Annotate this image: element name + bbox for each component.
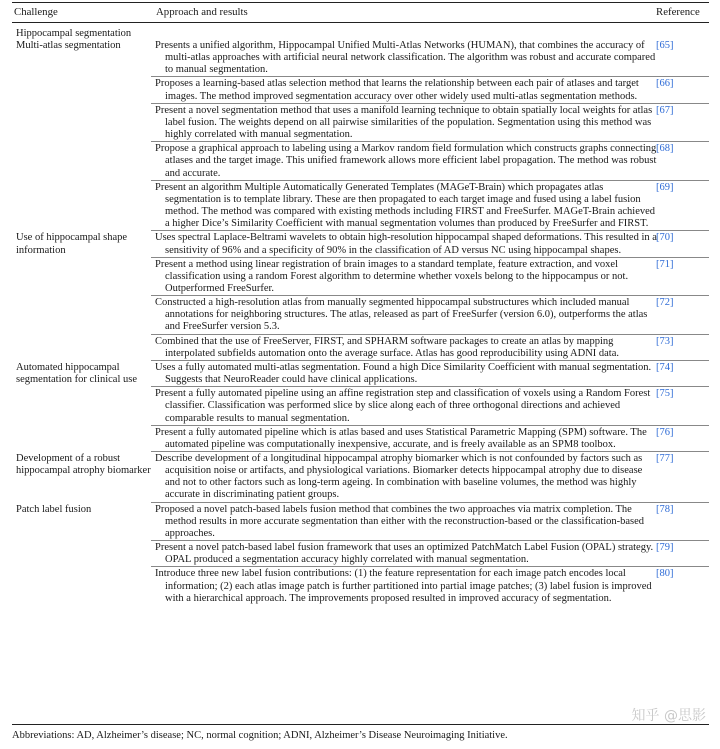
bottom-rule bbox=[12, 724, 709, 725]
table-row bbox=[12, 297, 709, 334]
row-divider bbox=[151, 295, 709, 296]
row-approach-text: Uses spectral Laplace-Beltrami wavelets to obtain high-resolution hippocampal shaped deformations. This resulted in a sensitivity of 96% and a specificity of 90% in the classification of AD versus NC using hippocampal shapes. bbox=[155, 232, 657, 256]
row-approach-text: Constructed a high-resolution atlas from manually segmented hippocampal substructures which included manual annotations for neighboring structures. The atlas, released as part of FreeSurfer (version 6.0), outperforms the atlas and FreeSurfer version 5.3. bbox=[155, 297, 648, 333]
row-approach-text: Present a fully automated pipeline which is atlas based and uses Statistical Parametric Mapping (SPM) software. The automated pipeline was computationally inexpensive, accurate, and is freely available as an SPM8 toolbox. bbox=[155, 426, 647, 450]
table-row bbox=[12, 362, 709, 387]
reference-link[interactable]: [78] bbox=[656, 503, 674, 515]
table-row bbox=[12, 259, 709, 296]
table-row bbox=[12, 105, 709, 142]
row-approach-text: Combined that the use of FreeServer, FIRST, and SPHARM software packages to create an atlas by mapping interpolated subfields automation onto the average surface. Atlas has good reproducibility using ADNI data. bbox=[155, 335, 620, 359]
row-approach-text: Introduce three new label fusion contributions: (1) the feature representation for each image patch encodes local information; (2) each atlas image patch is further partitioned into partial image patches; (3) label fusion is improved with a hierarchical approach. The improvements proposed resulted in improved accuracy of segmentation. bbox=[155, 568, 652, 604]
reference-link[interactable]: [70] bbox=[656, 232, 674, 244]
reference-link[interactable]: [67] bbox=[656, 104, 674, 116]
table-row bbox=[12, 40, 709, 77]
table-row bbox=[12, 542, 709, 567]
row-divider bbox=[151, 566, 709, 567]
row-challenge: Patch label fusion bbox=[16, 503, 92, 515]
row-divider bbox=[151, 180, 709, 181]
watermark: 知乎 @思影 bbox=[631, 708, 706, 724]
table-row bbox=[12, 336, 709, 361]
row-approach-text: Present an algorithm Multiple Automatically Generated Templates (MAGeT-Brain) which propagates atlas segmentation is to template library. These are then propagated to each target image and fused using a label fusion method. The method was compared with existing methods including FIRST and FreeSurfer. MAGeT-Brain achieved a higher Dice’s Similarity Coefficient with manual segmentation volumes than produced by FreeSurfer and FIRST. bbox=[155, 181, 656, 230]
row-challenge: Automated hippocampal segmentation for clinical use bbox=[16, 361, 138, 386]
header-rule bbox=[12, 22, 709, 23]
table-row bbox=[12, 504, 709, 541]
row-divider bbox=[151, 76, 709, 77]
row-divider bbox=[151, 502, 709, 503]
table-row bbox=[12, 453, 709, 503]
row-divider bbox=[151, 425, 709, 426]
header-approach: Approach and results bbox=[156, 6, 248, 18]
header-challenge: Challenge bbox=[14, 6, 58, 18]
table-row bbox=[12, 388, 709, 425]
reference-link[interactable]: [69] bbox=[656, 181, 674, 193]
row-approach-text: Uses a fully automated multi-atlas segmentation. Found a high Dice Similarity Coefficient with manual segmentation. Suggests that NeuroReader could have clinical applications. bbox=[155, 361, 652, 386]
row-challenge: Multi-atlas segmentation bbox=[16, 40, 121, 51]
section-title: Hippocampal segmentation bbox=[16, 28, 132, 39]
row-divider bbox=[151, 141, 709, 142]
table-row bbox=[12, 568, 709, 605]
reference-link[interactable]: [73] bbox=[656, 335, 674, 347]
row-challenge: Development of a robust hippocampal atrophy biomarker bbox=[16, 453, 151, 477]
table-body bbox=[12, 27, 709, 607]
row-divider bbox=[151, 360, 709, 361]
top-rule bbox=[12, 2, 709, 3]
reference-link[interactable]: [77] bbox=[656, 453, 674, 464]
reference-link[interactable]: [72] bbox=[656, 297, 674, 309]
reference-link[interactable]: [80] bbox=[656, 568, 674, 580]
reference-link[interactable]: [66] bbox=[656, 78, 674, 90]
table-row bbox=[12, 78, 709, 103]
row-challenge: Use of hippocampal shape information bbox=[16, 232, 128, 256]
row-divider bbox=[151, 540, 709, 541]
reference-link[interactable]: [71] bbox=[656, 258, 674, 270]
reference-link[interactable]: [68] bbox=[656, 143, 674, 155]
row-divider bbox=[151, 230, 709, 231]
footnote: Abbreviations: AD, Alzheimer’s disease; NC, normal cognition; ADNI, Alzheimer’s Disease Neuroimaging Initiative. bbox=[12, 730, 508, 741]
row-list bbox=[12, 40, 709, 606]
reference-link[interactable]: [76] bbox=[656, 426, 674, 438]
table-row bbox=[12, 143, 709, 180]
row-approach-text: Present a novel patch-based label fusion framework that uses an optimized PatchMatch Label Fusion (OPAL) strategy. OPAL produced a segmentation accuracy highly correlated with manual segmentation. bbox=[155, 542, 654, 566]
row-approach-text: Proposes a learning-based atlas selection method that learns the relationship between each pair of atlases and target images. The method improved segmentation accuracy over other widely used multi-atlas segmentation methods. bbox=[155, 78, 639, 102]
table-row bbox=[12, 427, 709, 452]
row-approach-text: Present a novel segmentation method that uses a manifold learning technique to obtain spatially local weights for atlas label fusion. The weights depend on all pairwise similarities of the population. Segmentation using this method was highly correlated with manual segmentation. bbox=[155, 104, 653, 141]
table-row bbox=[12, 232, 709, 257]
row-divider bbox=[151, 257, 709, 258]
row-divider bbox=[151, 103, 709, 104]
row-approach-text: Present a method using linear registration of brain images to a standard template, feature extraction, and voxel classification using a random Forest algorithm to determine whether voxels belong to the hippocampus or not. Outperformed FreeSurfer. bbox=[155, 258, 629, 294]
row-divider bbox=[151, 451, 709, 452]
row-divider bbox=[151, 334, 709, 335]
row-approach-text: Present a fully automated pipeline using an affine registration step and classification of voxels using a Random Forest classifier. Classification was performed slice by slice along each of three orthogonal directions and achieved comparable results to manual segmentation. bbox=[155, 388, 651, 424]
reference-link[interactable]: [79] bbox=[656, 542, 674, 554]
reference-link[interactable]: [74] bbox=[656, 361, 674, 373]
row-approach-text: Propose a graphical approach to labeling using a Markov random field formulation which constructs graphs connecting atlases and the target image. This unified framework allows more efficient label propagation. The method was robust and accurate. bbox=[155, 143, 657, 179]
reference-link[interactable]: [65] bbox=[656, 40, 674, 51]
row-divider bbox=[151, 386, 709, 387]
table-row bbox=[12, 182, 709, 232]
row-approach-text: Proposed a novel patch-based labels fusion method that combines the two approaches via matrix completion. The method results in more accurate segmentation than either with the reconstruction-based or the classification-based approaches. bbox=[155, 503, 645, 539]
row-approach-text: Presents a unified algorithm, Hippocampal Unified Multi-Atlas Networks (HUMAN), that combines the accuracy of multi-atlas approaches with artificial neural network classification. The algorithm was robust and accurate compared to manual segmentation. bbox=[155, 40, 656, 76]
header-reference: Reference bbox=[656, 6, 700, 18]
row-approach-text: Describe development of a longitudinal hippocampal atrophy biomarker which is not confounded by factors such as acquisition noise or artifacts, and physiological variations. Biomarker detects hippocampal atrophy due to disease and not to other factors such as long-term ageing. In combination with baseline volumes, the method was highly accurate in discriminating patient groups. bbox=[155, 453, 643, 501]
reference-link[interactable]: [75] bbox=[656, 388, 674, 400]
